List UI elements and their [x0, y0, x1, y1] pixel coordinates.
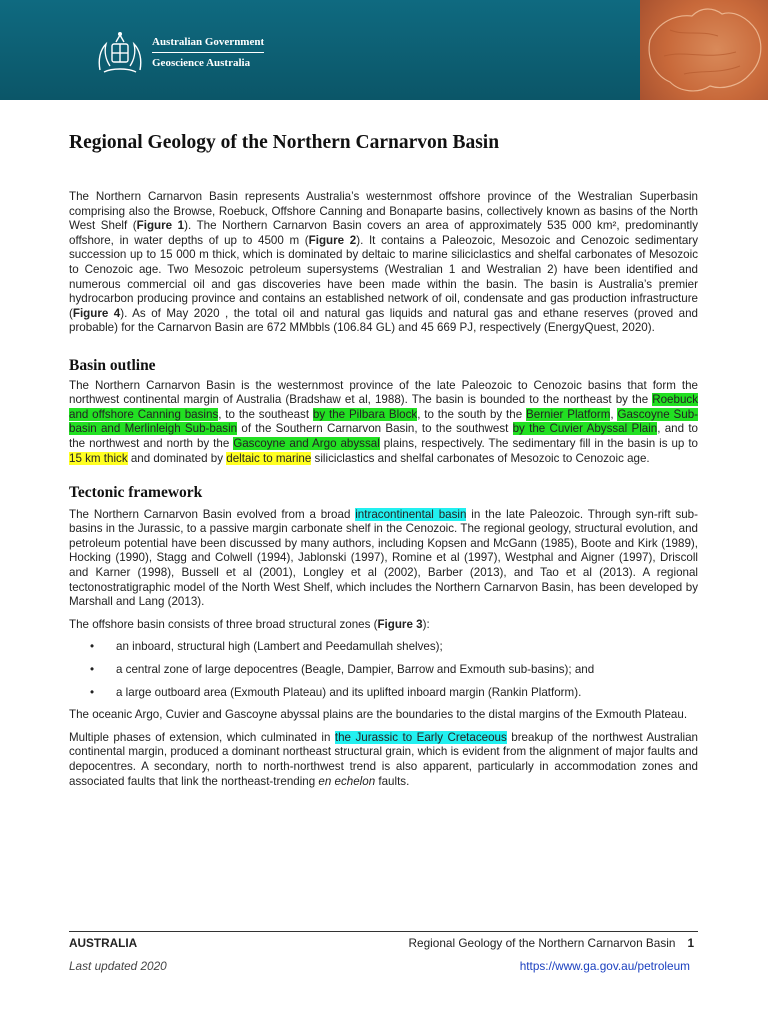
coat-of-arms-icon: [92, 30, 148, 74]
list-item-text: a central zone of large depocentres (Beagle, Dampier, Barrow and Exmouth sub-basins); and: [116, 663, 595, 677]
list-item-text: a large outboard area (Exmouth Plateau) and its uplifted inboard margin (Rankin Platform).: [116, 685, 582, 699]
tectonic-text: Multiple phases of extension, which culminated in: [69, 730, 335, 744]
page-title: Regional Geology of the Northern Carnarvon Basin: [69, 132, 500, 153]
highlight-green: Bernier Platform: [526, 407, 611, 421]
intro-text: ). It contains a Paleozoic, Mesozoic and Cenozoic sedimentary succession up to 15 000 m thick, which is dominated by deltaic to marine siliciclastics and shelfal carbonates of Mesozoic to Cenozoic age. Two Mesozoic petroleum supersystems (Westralian 1 and Westralian 2) have been identified and numerous commercial oil and gas discoveries have been made within the basin. The basin is Australia’s premier hydrocarbon producing province and contains an established network of oil, condensate and gas production infrastructure (: [69, 233, 698, 320]
outline-text: of the Southern Carnarvon Basin, to the southwest: [237, 422, 513, 436]
tectonic-framework-heading: Tectonic framework: [69, 484, 203, 502]
tectonic-text: faults.: [375, 774, 410, 788]
outline-text: siliciclastics and shelfal carbonates of Mesozoic to Cenozoic age.: [311, 451, 650, 465]
government-logo[interactable]: [92, 30, 264, 74]
footer-divider: [69, 931, 698, 932]
tectonic-paragraph-2: [69, 618, 698, 633]
figure-4-reference[interactable]: Figure 4: [72, 306, 121, 320]
australia-map-icon: [640, 0, 768, 100]
tectonic-text: breakup of the northwest Australian continental margin, produced a dominant northeast structural grain, which is evident from the alignment of major faults and depocentres. A secondary, north to north-northwest trend is also apparent, particularly in accommodation zones and associated faults that link the northeast-trending: [69, 730, 698, 788]
list-item: [69, 686, 698, 701]
figure-3-reference[interactable]: Figure 3: [377, 617, 423, 631]
tectonic-text: in the late Paleozoic. Through syn-rift sub-basins in the Jurassic, to a passive margin carbonate shelf in the Cenozoic. The regional geology, structural evolution, and petroleum potential have been discussed by many authors, including Kopsen and McGann (1985), Boote and Kirk (1989), Hocking (1990), Stagg and Colwell (1994), Jablonski (1997), Romine et al (1997), Westphal and Aigner (1997), Driscoll and Karner (1998), Bussell et al (2001), Longley et al (2002), Barber (2013), and Tao et al (2013). A regional tectonostratigraphic model of the North West Shelf, which includes the Northern Carnarvon Basin, has been developed by Marshall and Lang (2013).: [69, 507, 698, 609]
list-item: [69, 640, 698, 655]
outline-text: , to the south by the: [417, 407, 527, 421]
tectonic-text: The offshore basin consists of three broad structural zones (: [69, 617, 378, 631]
intro-text: The Northern Carnarvon Basin represents Australia’s westernmost offshore province of the Westralian Superbasin comprising also the Browse, Roebuck, Offshore Canning and Bonaparte basins, collectively known as basins of the North West Shelf (: [69, 190, 698, 233]
outline-text: , to the southeast: [218, 407, 313, 421]
tectonic-paragraph-3: The oceanic Argo, Cuvier and Gascoyne abyssal plains are the boundaries to the distal margins of the Exmouth Plateau.: [69, 708, 688, 722]
tectonic-text: ):: [422, 617, 430, 631]
outline-text: and dominated by: [127, 451, 227, 465]
outline-text: , and to the northwest and north by the: [69, 422, 698, 450]
footer-doc-title: [380, 936, 694, 950]
structural-zones-list: [69, 640, 698, 700]
highlight-green: by the Pilbara Block: [312, 407, 418, 421]
highlight-yellow: 15 km thick: [69, 451, 128, 465]
highlight-cyan: intracontinental basin: [355, 507, 467, 521]
outline-text: ,: [610, 407, 618, 421]
intro-text: ). As of May 2020 , the total oil and natural gas liquids and natural gas and ethane reserves (proved and probable) for the Carnarvon Basin are 672 MMbbls (106.84 GL) and 45 669 PJ, respectively (EnergyQuest, 2020).: [69, 306, 698, 335]
tectonic-paragraph-4: [69, 731, 698, 789]
list-item: [69, 663, 698, 678]
list-item-text: an inboard, structural high (Lambert and Peedamullah shelves);: [116, 640, 443, 654]
figure-1-reference[interactable]: Figure 1: [136, 219, 185, 233]
highlight-cyan: the Jurassic to Early Cretaceous: [334, 730, 507, 744]
highlight-green: Gascoyne and Argo abyssal: [233, 436, 380, 450]
highlight-yellow: deltaic to marine: [226, 451, 312, 465]
footer-country: AUSTRALIA: [69, 936, 138, 950]
document-body: [69, 190, 698, 797]
footer-title-text: Regional Geology of the Northern Carnarvon Basin: [408, 936, 676, 950]
page-number: 1: [687, 936, 694, 950]
basin-outline-paragraph: [69, 379, 698, 467]
figure-2-reference[interactable]: Figure 2: [308, 233, 357, 247]
intro-text: ). The Northern Carnarvon Basin covers an area of approximately 535 000 km², predominantly offshore, in water depths of up to 4500 m (: [69, 219, 698, 247]
outline-text: The Northern Carnarvon Basin is the westernmost province of the late Paleozoic to Cenozoic basins that form the northwest continental margin of Australia (Bradshaw et al, 1988). The basin is bounded to the northeast by the: [69, 378, 698, 407]
highlight-green: Roebuck and offshore Canning basins: [69, 393, 698, 421]
bullet-icon: •: [90, 685, 95, 699]
agency-name: Geoscience Australia: [152, 56, 251, 69]
intro-paragraph: [69, 190, 698, 336]
outline-text: plains, respectively. The sedimentary fill in the basin is up to: [379, 436, 698, 450]
highlight-green: Gascoyne Sub-basin and Merlinleigh Sub-basin: [69, 407, 698, 436]
government-name: Australian Government: [152, 36, 264, 53]
footer-last-updated: Last updated 2020: [69, 959, 167, 973]
bullet-icon: •: [90, 663, 95, 677]
emphasis-text: en echelon: [318, 774, 376, 788]
tectonic-text: The Northern Carnarvon Basin evolved from a broad: [69, 507, 356, 521]
bullet-icon: •: [90, 640, 95, 654]
australia-map-image: [640, 0, 768, 100]
footer-link[interactable]: https://www.ga.gov.au/petroleum: [519, 959, 690, 973]
tectonic-paragraph-1: [69, 508, 698, 610]
highlight-green: by the Cuvier Abyssal Plain: [512, 422, 658, 436]
basin-outline-heading: Basin outline: [69, 356, 156, 374]
header-banner: [0, 0, 768, 100]
